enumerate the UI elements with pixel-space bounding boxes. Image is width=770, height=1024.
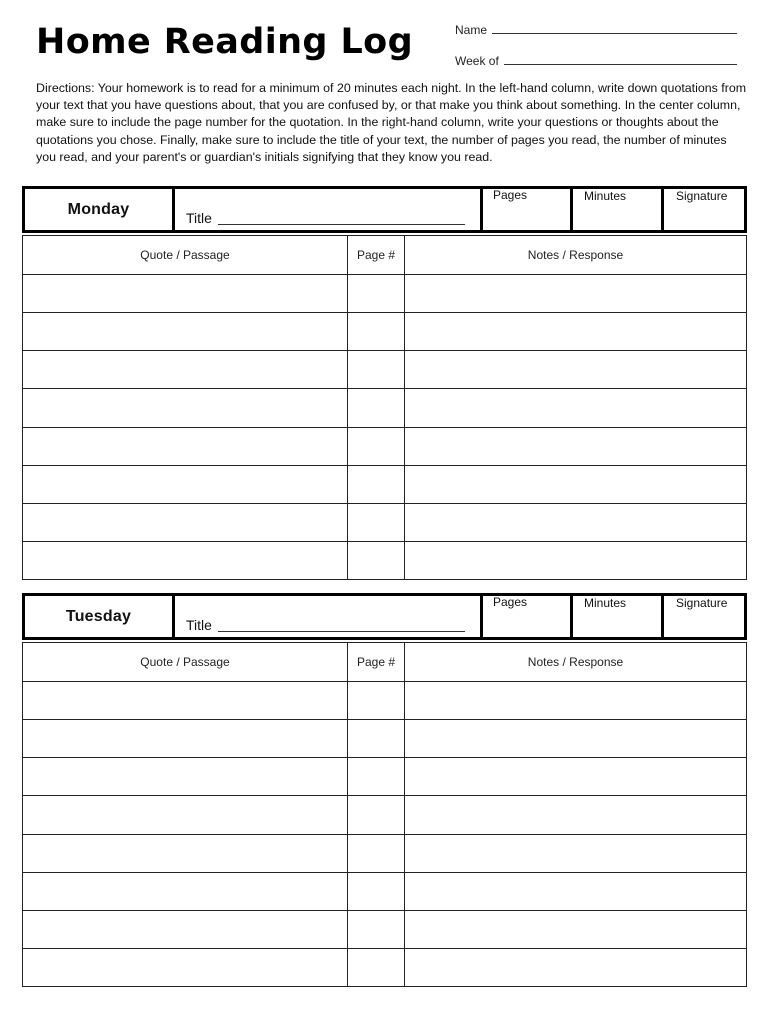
quote-cell[interactable] bbox=[23, 427, 348, 465]
day-name-cell bbox=[25, 596, 175, 637]
day-name: Monday bbox=[67, 200, 130, 218]
table-row bbox=[23, 948, 747, 986]
page-cell[interactable] bbox=[348, 503, 405, 541]
day-header bbox=[22, 186, 747, 233]
table-row bbox=[23, 351, 747, 389]
title-label: Title bbox=[186, 617, 212, 633]
minutes-label: Minutes bbox=[584, 596, 627, 610]
week-of-input-line[interactable] bbox=[504, 54, 737, 65]
quote-cell[interactable] bbox=[23, 758, 348, 796]
quote-cell[interactable] bbox=[23, 313, 348, 351]
notes-cell[interactable] bbox=[405, 351, 747, 389]
notes-cell[interactable] bbox=[405, 541, 747, 579]
signature-field[interactable] bbox=[664, 596, 744, 637]
page-cell[interactable] bbox=[348, 389, 405, 427]
minutes-field[interactable] bbox=[573, 596, 664, 637]
notes-cell[interactable] bbox=[405, 465, 747, 503]
week-of-label: Week of bbox=[455, 54, 499, 68]
page-cell[interactable] bbox=[348, 313, 405, 351]
quote-cell[interactable] bbox=[23, 465, 348, 503]
title-input-line[interactable] bbox=[218, 631, 465, 632]
day-name: Tuesday bbox=[65, 607, 132, 625]
page-cell[interactable] bbox=[348, 541, 405, 579]
quote-cell[interactable] bbox=[23, 503, 348, 541]
notes-cell[interactable] bbox=[405, 389, 747, 427]
title-label: Title bbox=[186, 210, 212, 226]
table-row bbox=[23, 834, 747, 872]
day-name-cell bbox=[25, 189, 175, 230]
page-cell[interactable] bbox=[348, 948, 405, 986]
page-cell[interactable] bbox=[348, 351, 405, 389]
notes-cell[interactable] bbox=[405, 503, 747, 541]
notes-cell[interactable] bbox=[405, 682, 747, 720]
table-row bbox=[23, 541, 747, 579]
notes-cell[interactable] bbox=[405, 758, 747, 796]
column-header-page: Page # bbox=[348, 236, 405, 275]
page-cell[interactable] bbox=[348, 427, 405, 465]
week-of-field[interactable] bbox=[455, 54, 737, 68]
pages-field[interactable] bbox=[483, 596, 573, 637]
log-table bbox=[22, 235, 747, 580]
notes-cell[interactable] bbox=[405, 948, 747, 986]
signature-field[interactable] bbox=[664, 189, 744, 230]
quote-cell[interactable] bbox=[23, 275, 348, 313]
page-cell[interactable] bbox=[348, 872, 405, 910]
page-cell[interactable] bbox=[348, 796, 405, 834]
quote-cell[interactable] bbox=[23, 834, 348, 872]
name-input-line[interactable] bbox=[492, 23, 737, 34]
table-row bbox=[23, 503, 747, 541]
notes-cell[interactable] bbox=[405, 720, 747, 758]
title-input-line[interactable] bbox=[218, 224, 465, 225]
quote-cell[interactable] bbox=[23, 682, 348, 720]
page-cell[interactable] bbox=[348, 465, 405, 503]
column-header-notes: Notes / Response bbox=[405, 236, 747, 275]
page-title: Home Reading Log bbox=[36, 22, 414, 62]
table-header-row bbox=[23, 236, 747, 275]
pages-label: Pages bbox=[493, 188, 528, 202]
notes-cell[interactable] bbox=[405, 796, 747, 834]
quote-cell[interactable] bbox=[23, 720, 348, 758]
table-row bbox=[23, 910, 747, 948]
quote-cell[interactable] bbox=[23, 389, 348, 427]
signature-label: Signature bbox=[676, 189, 728, 203]
quote-cell[interactable] bbox=[23, 796, 348, 834]
title-field[interactable] bbox=[175, 189, 483, 230]
log-table bbox=[22, 642, 747, 987]
quote-cell[interactable] bbox=[23, 910, 348, 948]
table-row bbox=[23, 682, 747, 720]
column-header-quote: Quote / Passage bbox=[23, 236, 348, 275]
notes-cell[interactable] bbox=[405, 427, 747, 465]
quote-cell[interactable] bbox=[23, 948, 348, 986]
notes-cell[interactable] bbox=[405, 872, 747, 910]
name-field[interactable] bbox=[455, 23, 737, 37]
notes-cell[interactable] bbox=[405, 275, 747, 313]
notes-cell[interactable] bbox=[405, 834, 747, 872]
day-header bbox=[22, 593, 747, 640]
table-row bbox=[23, 427, 747, 465]
minutes-field[interactable] bbox=[573, 189, 664, 230]
page-cell[interactable] bbox=[348, 834, 405, 872]
table-row bbox=[23, 872, 747, 910]
notes-cell[interactable] bbox=[405, 313, 747, 351]
page-cell[interactable] bbox=[348, 275, 405, 313]
notes-cell[interactable] bbox=[405, 910, 747, 948]
column-header-page: Page # bbox=[348, 643, 405, 682]
page-cell[interactable] bbox=[348, 758, 405, 796]
table-row bbox=[23, 275, 747, 313]
table-row bbox=[23, 389, 747, 427]
page-cell[interactable] bbox=[348, 682, 405, 720]
table-row bbox=[23, 465, 747, 503]
table-header-row bbox=[23, 643, 747, 682]
minutes-label: Minutes bbox=[584, 189, 627, 203]
table-row bbox=[23, 796, 747, 834]
column-header-notes: Notes / Response bbox=[405, 643, 747, 682]
page-cell[interactable] bbox=[348, 910, 405, 948]
pages-field[interactable] bbox=[483, 189, 573, 230]
name-label: Name bbox=[455, 23, 488, 37]
quote-cell[interactable] bbox=[23, 872, 348, 910]
table-row bbox=[23, 313, 747, 351]
table-row bbox=[23, 758, 747, 796]
directions-text: Directions: Your homework is to read for a minimum of 20 minutes each night. In the left-hand column, write down quotations from your text that you have questions about, that you are confused by, or that make you think about something. In the center column, make sure to include the page number for the quotation. In the right-hand column, write your questions or thoughts about the quotations you chose. Finally, make sure to include the title of your text, the number of pages you read, the number of minutes you read, and your parent's or guardian's initials signifying that they know you read. bbox=[36, 81, 747, 164]
quote-cell[interactable] bbox=[23, 541, 348, 579]
quote-cell[interactable] bbox=[23, 351, 348, 389]
column-header-quote: Quote / Passage bbox=[23, 643, 348, 682]
pages-label: Pages bbox=[493, 595, 528, 609]
title-field[interactable] bbox=[175, 596, 483, 637]
page-cell[interactable] bbox=[348, 720, 405, 758]
signature-label: Signature bbox=[676, 596, 728, 610]
table-row bbox=[23, 720, 747, 758]
